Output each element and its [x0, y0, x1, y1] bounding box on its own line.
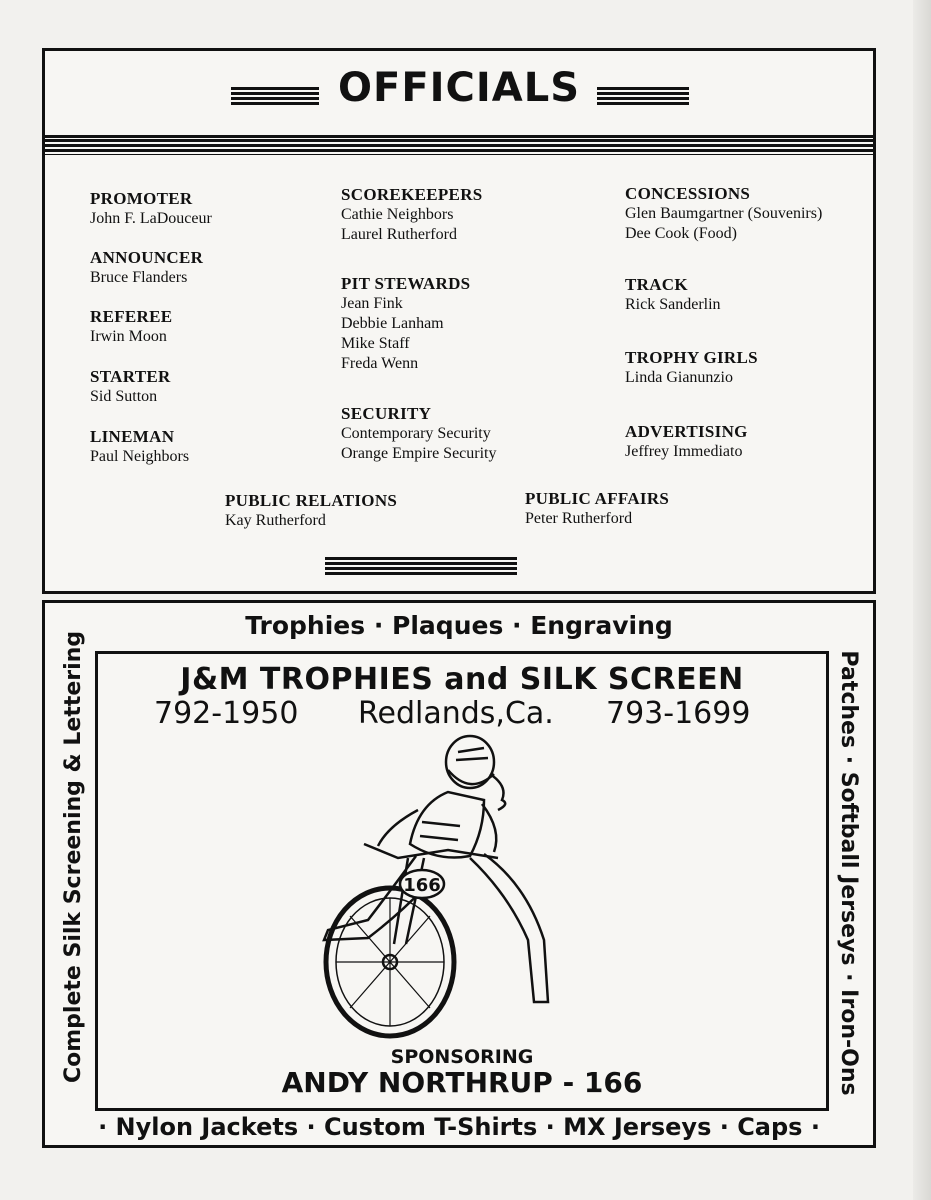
phone-1: 792-1950 [154, 696, 299, 731]
footer-stripes [325, 557, 517, 575]
officials-panel [42, 48, 876, 594]
role-public-relations [225, 491, 397, 531]
page-edge-shadow [913, 0, 931, 1200]
role-title: PROMOTER [90, 189, 193, 208]
role-title: ANNOUNCER [90, 248, 204, 267]
role-name: Debbie Lanham [341, 315, 444, 332]
role-public-affairs [525, 489, 669, 529]
role-title: PIT STEWARDS [341, 274, 471, 293]
role-advertising [625, 422, 748, 462]
rider-name: ANDY NORTHRUP - 166 [281, 1066, 643, 1099]
sponsor-ad [42, 600, 876, 1148]
ad-top-line: Trophies · Plaques · Engraving [245, 611, 673, 640]
role-name: John F. LaDouceur [90, 210, 212, 227]
sponsoring-label: SPONSORING [390, 1046, 534, 1068]
header-rule [45, 139, 873, 155]
role-name: Dee Cook (Food) [625, 225, 737, 242]
role-starter [90, 367, 171, 407]
ad-left-side-text: Complete Silk Screening & Lettering [61, 630, 86, 1083]
role-trophy-girls [625, 348, 758, 388]
role-name: Mike Staff [341, 335, 410, 352]
phone-2: 793-1699 [606, 696, 751, 731]
role-title: SCOREKEEPERS [341, 185, 483, 204]
role-title: SECURITY [341, 404, 432, 423]
officials-title: OFFICIALS [337, 65, 581, 111]
role-name: Orange Empire Security [341, 445, 497, 462]
role-name: Sid Sutton [90, 388, 158, 405]
bike-number: 166 [403, 875, 441, 896]
role-title: STARTER [90, 367, 171, 386]
role-referee [90, 307, 172, 347]
role-title: REFEREE [90, 307, 173, 326]
role-lineman [90, 427, 189, 467]
company-name: J&M TROPHIES and SILK SCREEN [180, 662, 744, 697]
ad-right-side-text: Patches · Softball Jerseys · Iron-Ons [836, 650, 861, 1096]
role-security [341, 404, 497, 464]
role-name: Jeffrey Immediato [625, 443, 743, 460]
role-name: Cathie Neighbors [341, 206, 454, 223]
role-title: CONCESSIONS [625, 184, 751, 203]
speedway-rider-illustration [298, 734, 598, 1044]
ad-bottom-line: · Nylon Jackets · Custom T-Shirts · MX Jerseys · Caps · [98, 1113, 820, 1141]
role-title: ADVERTISING [625, 422, 748, 441]
role-title: TRACK [625, 275, 688, 294]
role-concessions [625, 184, 822, 244]
officials-header [45, 51, 873, 138]
role-title: PUBLIC RELATIONS [225, 491, 398, 510]
right-title-stripes [597, 87, 689, 105]
role-name: Linda Gianunzio [625, 369, 733, 386]
role-name: Laurel Rutherford [341, 226, 457, 243]
role-track [625, 275, 721, 315]
role-name: Contemporary Security [341, 425, 491, 442]
role-promoter [90, 189, 212, 229]
role-pit-stewards [341, 274, 470, 374]
role-name: Peter Rutherford [525, 510, 633, 527]
role-name: Bruce Flanders [90, 269, 188, 286]
role-scorekeepers [341, 185, 483, 245]
role-name: Glen Baumgartner (Souvenirs) [625, 205, 823, 222]
ad-city: Redlands,Ca. [358, 696, 554, 731]
role-title: PUBLIC AFFAIRS [525, 489, 670, 508]
role-title: LINEMAN [90, 427, 175, 446]
role-name: Kay Rutherford [225, 512, 326, 529]
role-name: Freda Wenn [341, 355, 419, 372]
role-name: Irwin Moon [90, 328, 167, 345]
role-name: Rick Sanderlin [625, 296, 721, 313]
role-name: Paul Neighbors [90, 448, 190, 465]
role-announcer [90, 248, 203, 288]
role-name: Jean Fink [341, 295, 403, 312]
role-title: TROPHY GIRLS [625, 348, 758, 367]
ad-inner-frame [95, 651, 829, 1111]
